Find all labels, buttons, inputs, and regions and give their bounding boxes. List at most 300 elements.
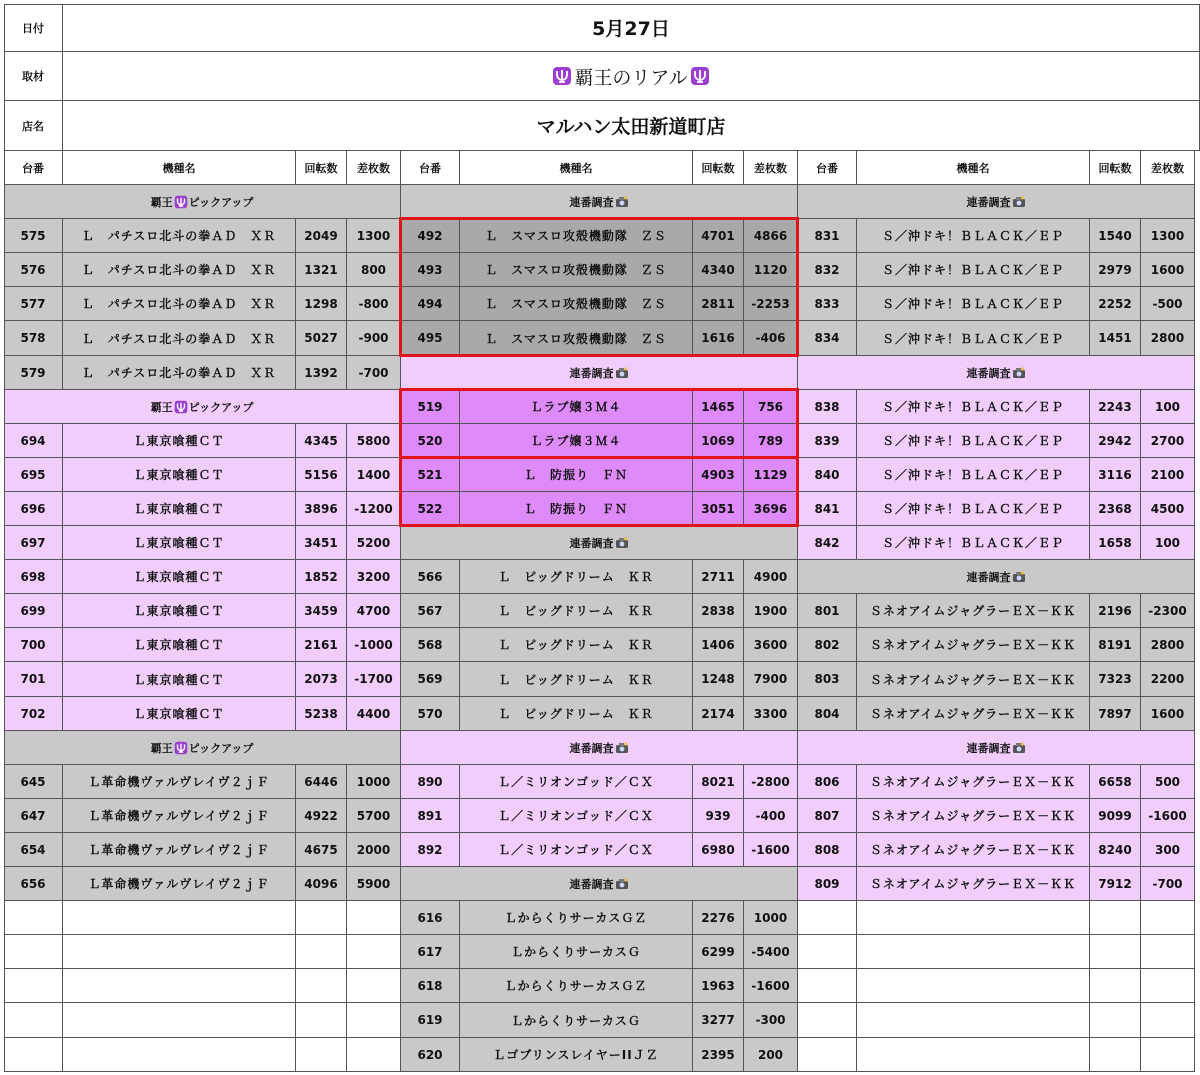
cell-spins: 5027 [296,321,347,356]
cell-diff: -1600 [744,833,798,867]
cell-diff: -800 [347,287,401,321]
cell-diff: 1000 [347,765,401,799]
cell-diff: 5200 [347,526,401,560]
cell-model: Ｓ／沖ドキ！ＢＬＡＣＫ／ＥＰ [857,526,1090,560]
cell-diff: 2800 [1141,321,1195,356]
cell-unit [4,1003,63,1038]
cell-diff: -700 [347,356,401,390]
header-diff: 差枚数 [1141,151,1195,185]
cell-unit: 570 [401,697,460,731]
camera-flash-icon [615,878,629,890]
cell-spins: 7897 [1090,697,1141,731]
cell-unit [4,935,63,969]
cell-unit: 804 [798,697,857,731]
cell-unit: 701 [4,662,63,697]
cell-model [63,1003,296,1038]
cell-model: ＬからくりサーカスＧＺ [460,901,693,935]
cell-diff: -1700 [347,662,401,697]
cell-spins: 1658 [1090,526,1141,560]
cell-model [857,1038,1090,1072]
camera-flash-icon [615,537,629,549]
cell-spins: 2711 [693,560,744,594]
cell-spins: 2979 [1090,253,1141,287]
camera-flash-icon [1012,742,1026,754]
cell-model: Ｌ東京喰種ＣＴ [63,526,296,560]
header-spins: 回転数 [296,151,347,185]
cell-spins: 8021 [693,765,744,799]
cell-spins [1090,969,1141,1003]
cell-diff [1141,935,1195,969]
section-label-suffix: ピックアップ [188,400,254,414]
header-unit: 台番 [401,151,460,185]
cell-diff: 4900 [744,560,798,594]
cell-spins [1090,935,1141,969]
cell-model: Ｌ革命機ヴァルヴレイヴ２ｊＦ [63,867,296,901]
cell-model: Ｌ スマスロ攻殻機動隊 ＺＳ [460,219,693,253]
section-header [401,356,798,390]
section-label: 覇王 [150,195,173,209]
cell-spins: 3116 [1090,458,1141,492]
cell-unit: 579 [4,356,63,390]
cell-spins: 4675 [296,833,347,867]
cell-diff: -1600 [744,969,798,1003]
cell-spins: 1616 [693,321,744,356]
cell-unit: 645 [4,765,63,799]
cell-model: ＬからくりサーカスＧ [460,1003,693,1038]
cell-diff: 2100 [1141,458,1195,492]
cell-model: Ｓ／沖ドキ！ＢＬＡＣＫ／ＥＰ [857,321,1090,356]
cell-diff [1141,901,1195,935]
cell-model [63,901,296,935]
cell-spins [296,1003,347,1038]
cell-unit: 803 [798,662,857,697]
cell-unit: 702 [4,697,63,731]
cell-diff: 2200 [1141,662,1195,697]
cell-model: Ｌ 防振り ＦＮ [460,458,693,492]
cell-spins: 3277 [693,1003,744,1038]
cell-unit: 494 [401,287,460,321]
date-value: 5月27日 [63,4,1200,52]
cell-model: ＬからくりサーカスＧ [460,935,693,969]
cell-model: ＳネオアイムジャグラーＥＸ－ＫＫ [857,833,1090,867]
cell-diff: 1900 [744,594,798,628]
cell-spins: 1298 [296,287,347,321]
cell-spins: 4701 [693,219,744,253]
cell-unit: 618 [401,969,460,1003]
cell-spins [296,901,347,935]
cell-model: Ｌ ビッグドリーム ＫＲ [460,628,693,662]
cell-diff: 3300 [744,697,798,731]
section-label: 覇王 [150,741,173,755]
section-label: 連番調査 [966,570,1011,584]
camera-flash-icon [615,367,629,379]
cell-unit: 620 [401,1038,460,1072]
cell-unit [4,1038,63,1072]
cell-diff: 5700 [347,799,401,833]
cell-diff: 200 [744,1038,798,1072]
cell-diff: -2800 [744,765,798,799]
section-header [401,185,798,219]
cell-unit: 840 [798,458,857,492]
camera-flash-icon [1012,571,1026,583]
section-label-suffix: ピックアップ [188,741,254,755]
cell-diff: -400 [744,799,798,833]
cell-unit: 697 [4,526,63,560]
cell-spins: 1852 [296,560,347,594]
header-model: 機種名 [857,151,1090,185]
cell-model: Ｓ／沖ドキ！ＢＬＡＣＫ／ＥＰ [857,458,1090,492]
cell-model: Ｌ スマスロ攻殻機動隊 ＺＳ [460,287,693,321]
cell-unit: 699 [4,594,63,628]
cell-unit: 647 [4,799,63,833]
cell-model: ＳネオアイムジャグラーＥＸ－ＫＫ [857,628,1090,662]
header-diff: 差枚数 [347,151,401,185]
cell-spins [296,1038,347,1072]
cell-model: Ｌ東京喰種ＣＴ [63,628,296,662]
cell-model: ＬからくりサーカスＧＺ [460,969,693,1003]
cell-spins: 4345 [296,424,347,458]
cell-spins: 2811 [693,287,744,321]
cell-spins: 1406 [693,628,744,662]
cell-model: Ｌラブ嬢３Ｍ４ [460,424,693,458]
cell-diff: 5800 [347,424,401,458]
section-label: 連番調査 [966,741,1011,755]
camera-flash-icon [615,742,629,754]
cell-unit: 832 [798,253,857,287]
header-spins: 回転数 [1090,151,1141,185]
cell-unit: 696 [4,492,63,526]
section-label: 連番調査 [966,366,1011,380]
cell-diff: -5400 [744,935,798,969]
section-header [4,731,401,765]
cell-unit: 842 [798,526,857,560]
store-label: 店名 [4,101,63,151]
cell-model: Ｌ東京喰種ＣＴ [63,594,296,628]
purple-psi-emoji-icon [174,400,188,414]
cell-diff: 5900 [347,867,401,901]
cell-spins [1090,1003,1141,1038]
cell-diff: -1200 [347,492,401,526]
camera-flash-icon [1012,367,1026,379]
cell-spins: 1540 [1090,219,1141,253]
cell-unit [4,969,63,1003]
section-label: 連番調査 [569,536,614,550]
cell-spins: 3451 [296,526,347,560]
cell-unit [798,901,857,935]
cell-diff: 3600 [744,628,798,662]
cell-diff: -500 [1141,287,1195,321]
section-header [4,390,401,424]
cell-spins: 1321 [296,253,347,287]
coverage-value [63,52,1200,101]
cell-unit: 698 [4,560,63,594]
cell-diff: 1129 [744,458,798,492]
cell-unit: 567 [401,594,460,628]
cell-model: Ｌ パチスロ北斗の拳ＡＤ ＸＲ [63,287,296,321]
cell-diff: -1000 [347,628,401,662]
cell-spins: 1451 [1090,321,1141,356]
cell-diff: 1600 [1141,253,1195,287]
cell-unit: 807 [798,799,857,833]
cell-diff: 789 [744,424,798,458]
cell-model [857,935,1090,969]
cell-model: Ｌ スマスロ攻殻機動隊 ＺＳ [460,321,693,356]
cell-diff: 756 [744,390,798,424]
cell-unit [798,1038,857,1072]
section-label: 連番調査 [569,195,614,209]
cell-model: Ｌ東京喰種ＣＴ [63,492,296,526]
cell-spins: 3896 [296,492,347,526]
cell-spins: 2073 [296,662,347,697]
cell-model: Ｌ／ミリオンゴッド／ＣＸ [460,765,693,799]
cell-unit: 891 [401,799,460,833]
cell-diff: -406 [744,321,798,356]
section-label: 覇王 [150,400,173,414]
cell-spins: 8191 [1090,628,1141,662]
cell-model: ＳネオアイムジャグラーＥＸ－ＫＫ [857,662,1090,697]
cell-spins: 939 [693,799,744,833]
cell-unit: 566 [401,560,460,594]
cell-unit: 656 [4,867,63,901]
cell-diff: 1000 [744,901,798,935]
section-header [4,185,401,219]
purple-psi-emoji-icon [690,66,710,86]
cell-diff [347,969,401,1003]
cell-unit: 619 [401,1003,460,1038]
cell-unit: 520 [401,424,460,458]
cell-unit: 616 [401,901,460,935]
cell-unit: 700 [4,628,63,662]
cell-model: ＬゴブリンスレイヤーIIＪＺ [460,1038,693,1072]
cell-spins: 7912 [1090,867,1141,901]
cell-unit: 831 [798,219,857,253]
cell-unit: 838 [798,390,857,424]
cell-spins: 6658 [1090,765,1141,799]
cell-diff: 2800 [1141,628,1195,662]
cell-unit: 695 [4,458,63,492]
cell-diff: 4700 [347,594,401,628]
cell-spins: 2395 [693,1038,744,1072]
cell-unit [798,935,857,969]
cell-model: Ｌ革命機ヴァルヴレイヴ２ｊＦ [63,833,296,867]
cell-spins: 5156 [296,458,347,492]
cell-spins: 1465 [693,390,744,424]
date-label: 日付 [4,4,63,52]
cell-diff: -900 [347,321,401,356]
cell-model: Ｌ革命機ヴァルヴレイヴ２ｊＦ [63,799,296,833]
header-model: 機種名 [63,151,296,185]
header-diff: 差枚数 [744,151,798,185]
cell-diff [347,1003,401,1038]
coverage-label: 取材 [4,52,63,101]
cell-diff: -2253 [744,287,798,321]
section-header [798,731,1195,765]
cell-diff [1141,1003,1195,1038]
cell-spins: 2838 [693,594,744,628]
cell-diff: 100 [1141,526,1195,560]
purple-psi-emoji-icon [174,195,188,209]
cell-diff: 4500 [1141,492,1195,526]
header-model: 機種名 [460,151,693,185]
cell-spins: 6980 [693,833,744,867]
cell-spins: 4903 [693,458,744,492]
section-header [401,731,798,765]
cell-model: ＳネオアイムジャグラーＥＸ－ＫＫ [857,765,1090,799]
cell-spins: 1069 [693,424,744,458]
cell-spins [1090,1038,1141,1072]
cell-spins: 4340 [693,253,744,287]
camera-flash-icon [615,196,629,208]
cell-unit: 568 [401,628,460,662]
cell-model: Ｌラブ嬢３Ｍ４ [460,390,693,424]
cell-unit: 522 [401,492,460,526]
cell-diff: -300 [744,1003,798,1038]
cell-model: Ｌ東京喰種ＣＴ [63,662,296,697]
cell-model: Ｌ東京喰種ＣＴ [63,424,296,458]
cell-diff [347,1038,401,1072]
cell-model: Ｌ ビッグドリーム ＫＲ [460,662,693,697]
cell-diff: 1300 [347,219,401,253]
cell-unit: 841 [798,492,857,526]
cell-model: Ｌ パチスロ北斗の拳ＡＤ ＸＲ [63,356,296,390]
cell-unit: 617 [401,935,460,969]
header-spins: 回転数 [693,151,744,185]
cell-spins [296,969,347,1003]
cell-diff: 3200 [347,560,401,594]
cell-unit: 892 [401,833,460,867]
cell-spins: 2368 [1090,492,1141,526]
cell-unit [798,969,857,1003]
cell-model [857,969,1090,1003]
cell-diff: 4866 [744,219,798,253]
coverage-title: 覇王のリアル [574,66,688,89]
cell-spins: 2243 [1090,390,1141,424]
cell-diff: 300 [1141,833,1195,867]
section-label-suffix: ピックアップ [188,195,254,209]
cell-unit: 492 [401,219,460,253]
cell-model: Ｌ ビッグドリーム ＫＲ [460,560,693,594]
cell-unit: 578 [4,321,63,356]
cell-spins: 1392 [296,356,347,390]
cell-model: Ｓ／沖ドキ！ＢＬＡＣＫ／ＥＰ [857,219,1090,253]
section-header [798,356,1195,390]
cell-unit: 834 [798,321,857,356]
section-header [401,526,798,560]
cell-model: Ｌ パチスロ北斗の拳ＡＤ ＸＲ [63,321,296,356]
cell-diff [1141,1038,1195,1072]
cell-spins: 4922 [296,799,347,833]
cell-model: ＳネオアイムジャグラーＥＸ－ＫＫ [857,867,1090,901]
cell-model: Ｓ／沖ドキ！ＢＬＡＣＫ／ＥＰ [857,287,1090,321]
section-header [798,185,1195,219]
cell-spins: 8240 [1090,833,1141,867]
cell-spins: 3051 [693,492,744,526]
cell-spins: 2049 [296,219,347,253]
cell-model: Ｓ／沖ドキ！ＢＬＡＣＫ／ＥＰ [857,424,1090,458]
cell-spins: 2196 [1090,594,1141,628]
cell-model: Ｌ東京喰種ＣＴ [63,697,296,731]
cell-diff: 3696 [744,492,798,526]
cell-unit: 576 [4,253,63,287]
cell-model: Ｓ／沖ドキ！ＢＬＡＣＫ／ＥＰ [857,390,1090,424]
cell-unit: 575 [4,219,63,253]
cell-diff: 1400 [347,458,401,492]
cell-diff: 2000 [347,833,401,867]
cell-model: Ｌ 防振り ＦＮ [460,492,693,526]
cell-unit: 839 [798,424,857,458]
cell-diff: 7900 [744,662,798,697]
cell-spins [1090,901,1141,935]
cell-model: Ｌ ビッグドリーム ＫＲ [460,697,693,731]
cell-spins: 3459 [296,594,347,628]
cell-model [63,969,296,1003]
cell-model: ＳネオアイムジャグラーＥＸ－ＫＫ [857,697,1090,731]
section-label: 連番調査 [966,195,1011,209]
section-label: 連番調査 [569,741,614,755]
cell-model: Ｌ東京喰種ＣＴ [63,560,296,594]
cell-model: ＳネオアイムジャグラーＥＸ－ＫＫ [857,594,1090,628]
cell-model: ＳネオアイムジャグラーＥＸ－ＫＫ [857,799,1090,833]
cell-spins: 9099 [1090,799,1141,833]
header-unit: 台番 [4,151,63,185]
cell-model: Ｌ パチスロ北斗の拳ＡＤ ＸＲ [63,253,296,287]
cell-spins: 2161 [296,628,347,662]
cell-diff: 100 [1141,390,1195,424]
cell-model: Ｌ革命機ヴァルヴレイヴ２ｊＦ [63,765,296,799]
cell-unit: 802 [798,628,857,662]
cell-model [63,1038,296,1072]
cell-diff: -1600 [1141,799,1195,833]
cell-unit: 808 [798,833,857,867]
cell-diff: 4400 [347,697,401,731]
cell-spins: 7323 [1090,662,1141,697]
cell-spins: 4096 [296,867,347,901]
cell-unit: 519 [401,390,460,424]
cell-model: Ｌ パチスロ北斗の拳ＡＤ ＸＲ [63,219,296,253]
cell-diff: -700 [1141,867,1195,901]
cell-unit: 569 [401,662,460,697]
section-header [798,560,1195,594]
cell-spins: 6299 [693,935,744,969]
cell-model: Ｌ ビッグドリーム ＫＲ [460,594,693,628]
cell-model [857,901,1090,935]
section-header [401,867,798,901]
cell-unit: 833 [798,287,857,321]
cell-diff: 800 [347,253,401,287]
cell-diff [347,935,401,969]
cell-unit: 577 [4,287,63,321]
section-label: 連番調査 [569,366,614,380]
cell-spins: 1963 [693,969,744,1003]
cell-unit [4,901,63,935]
cell-diff [347,901,401,935]
cell-spins: 5238 [296,697,347,731]
cell-unit: 801 [798,594,857,628]
section-label: 連番調査 [569,877,614,891]
header-unit: 台番 [798,151,857,185]
cell-spins: 6446 [296,765,347,799]
camera-flash-icon [1012,196,1026,208]
cell-model: Ｌ／ミリオンゴッド／ＣＸ [460,799,693,833]
cell-unit: 654 [4,833,63,867]
cell-unit [798,1003,857,1038]
store-value: マルハン太田新道町店 [63,101,1200,151]
cell-unit: 806 [798,765,857,799]
purple-psi-emoji-icon [174,741,188,755]
cell-diff: 1600 [1141,697,1195,731]
cell-diff: -2300 [1141,594,1195,628]
cell-unit: 694 [4,424,63,458]
